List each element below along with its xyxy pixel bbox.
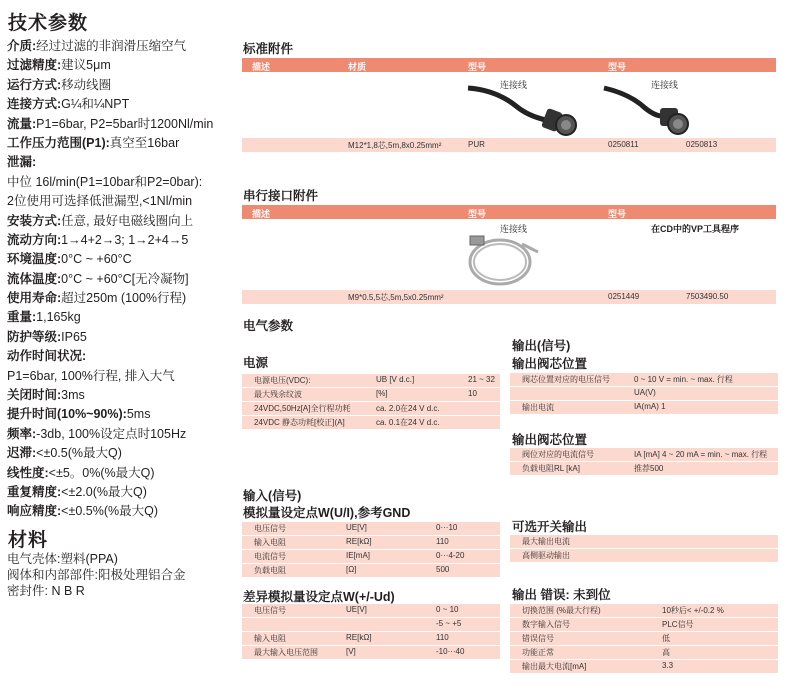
spec-label: 流动方向: xyxy=(7,232,62,247)
spec-value: 1,165kg xyxy=(36,310,81,325)
spec-line xyxy=(7,503,213,522)
table-row xyxy=(242,618,500,632)
table-cell: IA(mA) 1 xyxy=(634,402,666,411)
spec-label: 安装方式: xyxy=(7,213,62,228)
table-cell: 0···4-20 xyxy=(436,551,465,560)
table-row xyxy=(510,535,778,549)
table-cell: 110 xyxy=(436,633,449,642)
spec-line xyxy=(7,465,213,484)
spec-label: 连接方式: xyxy=(7,97,62,112)
spec-line xyxy=(7,484,213,503)
table-cell: 负载电阻RL [kA] xyxy=(522,464,580,473)
angled-cable-image xyxy=(600,84,710,138)
table-cell: 110 xyxy=(436,537,449,546)
spec-label: 频率: xyxy=(7,426,37,441)
table-cell: 低 xyxy=(662,634,670,643)
table-cell: 电流信号 xyxy=(254,552,286,561)
spec-label: 介质: xyxy=(7,39,37,53)
power-table xyxy=(242,374,500,430)
table-cell: [V] xyxy=(346,647,356,656)
table-cell: 电压信号 xyxy=(254,606,286,615)
spec-label: 关闭时间: xyxy=(7,388,62,403)
table-row xyxy=(510,646,778,660)
switch-output-title: 可选开关输出 xyxy=(512,520,588,534)
spec-value: IP65 xyxy=(61,329,87,344)
diff-title: 差异模拟量设定点W(+/-Ud) xyxy=(243,590,395,604)
spec-label: 流体温度: xyxy=(7,271,62,286)
table-cell: -10···40 xyxy=(436,647,465,656)
spec-value: <±5。0%(%最大Q) xyxy=(48,465,155,480)
spec-value: 经过过滤的非润滑压缩空气 xyxy=(36,39,187,53)
table-row xyxy=(242,374,500,388)
accessories-row: M12*1,8芯,5m,8x0.25mm² PUR 0250811 0250813 xyxy=(242,138,776,152)
table-cell: 21 ~ 32 xyxy=(468,375,495,384)
spec-line xyxy=(7,96,213,115)
material-line: 阀体和内部部件:阳极处理铝合金 xyxy=(7,568,186,582)
spec-label: 防护等级: xyxy=(7,329,62,344)
spec-value: 建议5μm xyxy=(61,58,111,73)
output-pos2-title: 输出阀芯位置 xyxy=(512,433,588,447)
table-cell: IA [mA] 4 ~ 20 mA = min. ~ max. 行程 xyxy=(634,450,768,459)
spec-line xyxy=(7,193,213,212)
table-cell: 功能正常 xyxy=(522,648,554,657)
output-signal-title: 输出(信号) xyxy=(512,339,571,353)
table-cell: 10秒后< +/-0.2 % xyxy=(662,606,724,615)
spec-line xyxy=(7,426,213,445)
error-output-table xyxy=(510,604,778,674)
table-cell: RE[kΩ] xyxy=(346,537,372,546)
material-line: 电气壳体:塑料(PPA) xyxy=(7,552,118,566)
spec-line xyxy=(7,387,213,406)
table-cell: 24VDC,50Hz[A]全行程功耗 xyxy=(254,404,351,413)
table-cell: 24VDC 静态功耗[校正](A] xyxy=(254,418,345,427)
spec-line xyxy=(7,271,213,290)
analog-table xyxy=(242,522,500,578)
spec-line xyxy=(7,251,213,270)
analog-title: 模拟量设定点W(U/I),参考GND xyxy=(243,506,411,520)
table-row xyxy=(510,448,778,462)
spec-line xyxy=(7,290,213,309)
table-row xyxy=(242,388,500,402)
spec-label: 提升时间(10%~90%): xyxy=(7,407,127,422)
spec-line xyxy=(7,213,213,232)
spec-label: 过滤精度: xyxy=(7,58,62,73)
material-line: 密封件: N B R xyxy=(7,584,85,598)
serial-header: 描述 型号 型号 xyxy=(242,205,776,219)
table-cell: 输出最大电流[mA] xyxy=(522,662,587,671)
table-cell: [%] xyxy=(376,389,388,398)
spec-label: 工作压力范围(P1): xyxy=(7,135,110,150)
table-cell: ca. 2.0在24 V d.c. xyxy=(376,404,440,413)
spec-value: 1→4+2→3; 1→2+4→5 xyxy=(61,232,189,247)
spec-value: 移动线圈 xyxy=(61,77,112,92)
table-row xyxy=(510,373,778,387)
table-row xyxy=(510,632,778,646)
output-pos-table xyxy=(510,373,778,415)
table-cell: UA(V) xyxy=(634,388,656,397)
spec-value: <±0.5%(%最大Q) xyxy=(61,504,158,519)
error-output-title: 输出 错误: 未到位 xyxy=(512,588,611,602)
materials-list xyxy=(7,551,185,599)
table-row xyxy=(242,536,500,550)
spec-label: 运行方式: xyxy=(7,77,62,92)
spec-value: P1=6bar, 100%行程, 排入大气 xyxy=(7,368,175,383)
serial-title: 串行接口附件 xyxy=(243,189,319,203)
spec-label: 泄漏: xyxy=(7,155,37,170)
spec-label: 流量: xyxy=(7,116,37,131)
spec-value: 5ms xyxy=(126,407,151,422)
spec-value: 真空至16bar xyxy=(109,135,180,150)
spec-value: -3db, 100%设定点时105Hz xyxy=(36,426,187,441)
table-cell: 电源电压(VDC): xyxy=(254,376,311,385)
table-row xyxy=(510,549,778,563)
switch-output-table xyxy=(510,535,778,563)
spec-value: <±0.5(%最大Q) xyxy=(36,446,122,461)
table-cell: 0 ~ 10 xyxy=(436,605,459,614)
table-cell: 输出电流 xyxy=(522,403,554,412)
table-cell: RE[kΩ] xyxy=(346,633,372,642)
spec-line xyxy=(7,232,213,251)
table-row xyxy=(242,604,500,618)
cable-label-2: 连接线 xyxy=(651,80,679,90)
spec-value: 3ms xyxy=(61,388,85,403)
spec-value: 2位使用可选择低泄漏型,<1Nl/min xyxy=(7,194,193,209)
spec-line xyxy=(7,348,213,367)
output-pos-title: 输出阀芯位置 xyxy=(512,357,588,371)
table-cell: 0 ~ 10 V = min. ~ max. 行程 xyxy=(634,375,733,384)
table-row xyxy=(510,401,778,415)
materials-title: 材料 xyxy=(8,530,49,551)
table-cell: 高侧驱动输出 xyxy=(522,551,570,560)
table-cell: 错误信号 xyxy=(522,634,554,643)
table-cell: 电压信号 xyxy=(254,524,286,533)
table-row xyxy=(510,618,778,632)
table-row xyxy=(242,564,500,578)
spec-label: 环境温度: xyxy=(7,252,62,267)
table-cell: 3.3 xyxy=(662,661,674,670)
spec-line xyxy=(7,445,213,464)
spec-line xyxy=(7,309,213,328)
table-cell: 高 xyxy=(662,648,670,657)
spec-label: 重量: xyxy=(7,310,37,325)
serial-cable-label: 连接线 xyxy=(500,224,528,234)
spec-line xyxy=(7,154,213,173)
table-cell: UE[V] xyxy=(346,523,367,532)
table-cell: IE[mA] xyxy=(346,551,371,560)
spec-line xyxy=(7,368,213,387)
table-row xyxy=(510,462,778,476)
spec-label: 重复精度: xyxy=(7,484,62,499)
spec-line xyxy=(7,116,213,135)
table-cell: 输入电阻 xyxy=(254,634,286,643)
spec-value: G¼和¼NPT xyxy=(61,97,130,112)
spec-label: 迟滞: xyxy=(7,446,37,461)
spec-label: 动作时间状况: xyxy=(7,349,87,364)
spec-line xyxy=(7,57,213,76)
table-cell: 最大输入电压范围 xyxy=(254,648,318,657)
spec-label: 使用寿命: xyxy=(7,291,62,306)
table-cell: 500 xyxy=(436,565,450,574)
table-row xyxy=(242,522,500,536)
diff-table xyxy=(242,604,500,660)
table-cell: 推荐500 xyxy=(634,464,664,473)
power-title: 电源 xyxy=(243,356,269,370)
spec-label: 线性度: xyxy=(7,465,49,480)
table-cell: 数字输入信号 xyxy=(522,620,570,629)
table-cell: 输入电阻 xyxy=(254,538,286,547)
spec-line xyxy=(7,174,213,193)
table-cell: 最大残余纹波 xyxy=(254,390,302,399)
spec-value: 中位 16l/min(P1=10bar和P2=0bar): xyxy=(7,174,203,189)
table-row xyxy=(510,604,778,618)
table-cell: 阀位对应的电流信号 xyxy=(522,450,594,459)
table-cell: UE[V] xyxy=(346,605,367,614)
table-row xyxy=(242,646,500,660)
table-cell: 最大输出电流 xyxy=(522,537,570,546)
table-row xyxy=(242,550,500,564)
table-row xyxy=(510,660,778,674)
cable-label-1: 连接线 xyxy=(500,80,528,90)
spec-line xyxy=(7,77,213,96)
serial-row: M9*0.5,5芯,5m,5x0.25mm² 0251449 7503490.50 xyxy=(242,290,776,304)
table-row xyxy=(242,416,500,430)
spec-label: 响应精度: xyxy=(7,504,62,519)
table-cell: 切换范围 (%最大行程) xyxy=(522,606,601,615)
table-cell: 0···10 xyxy=(436,523,458,532)
spec-line xyxy=(7,329,213,348)
table-cell: 10 xyxy=(468,389,477,398)
table-cell: UB [V d.c.] xyxy=(376,375,415,384)
electrical-title: 电气参数 xyxy=(243,319,294,333)
table-cell: ca. 0.1在24 V d.c. xyxy=(376,418,440,427)
spec-line xyxy=(7,135,213,154)
spec-value: 0°C ~ +60°C[无冷凝物] xyxy=(61,271,189,286)
spec-value: 任意, 最好电磁线圈向上 xyxy=(61,213,194,228)
table-cell: 阀芯位置对应的电压信号 xyxy=(522,375,610,384)
accessories-header: 描述 材质 型号 型号 xyxy=(242,58,776,72)
table-cell: PLC信号 xyxy=(662,620,694,629)
straight-cable-image xyxy=(466,84,586,138)
software-note: 在CD中的VP工具程序 xyxy=(651,224,740,234)
serial-cable-image xyxy=(462,232,542,288)
output-pos2-table xyxy=(510,448,778,476)
table-cell: 负载电阻 xyxy=(254,566,286,575)
spec-line xyxy=(7,406,213,425)
spec-value: <±2.0(%最大Q) xyxy=(61,484,147,499)
spec-list xyxy=(7,38,213,523)
table-cell: [Ω] xyxy=(346,565,357,574)
spec-value: P1=6bar, P2=5bar时1200Nl/min xyxy=(36,116,214,131)
spec-line xyxy=(7,38,213,57)
accessories-title: 标准附件 xyxy=(243,42,294,56)
tech-params-title: 技术参数 xyxy=(8,13,89,34)
input-signal-title: 输入(信号) xyxy=(243,489,302,503)
table-row xyxy=(510,387,778,401)
table-row xyxy=(242,632,500,646)
table-cell: -5 ~ +5 xyxy=(436,619,462,628)
spec-value: 超过250m (100%行程) xyxy=(61,291,187,306)
spec-value: 0°C ~ +60°C xyxy=(61,252,132,267)
table-row xyxy=(242,402,500,416)
